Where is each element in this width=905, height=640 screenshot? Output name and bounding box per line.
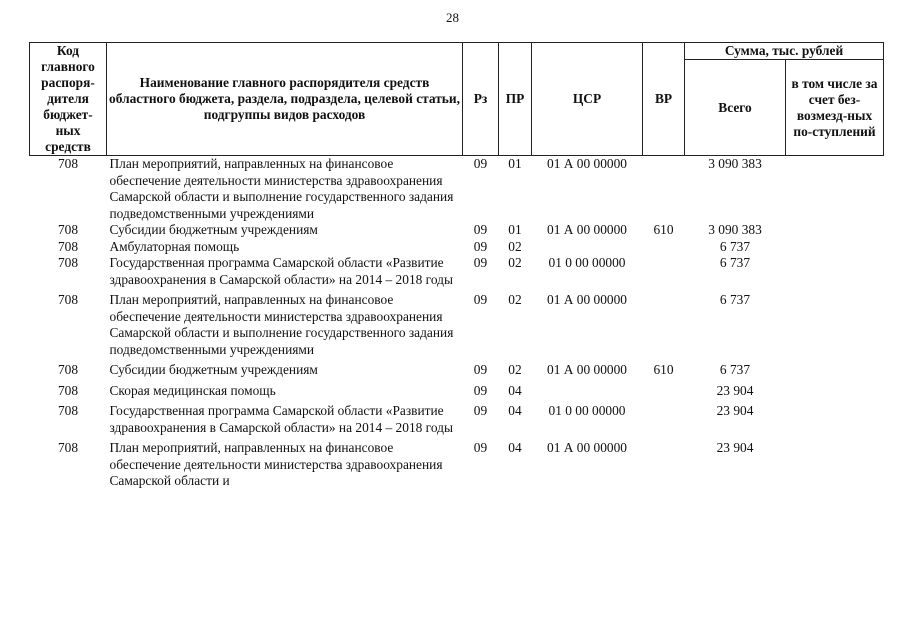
cell-total: 3 090 383 [708,222,762,237]
cell-code: 708 [57,292,79,307]
cell-name: Субсидии бюджетным учреждениям [109,222,318,237]
header-vr: ВР [643,43,685,156]
cell-vr [643,288,685,358]
cell-csr: 01 А 00 00000 [547,222,627,237]
cell-total: 6 737 [719,292,751,307]
cell-csr: 01 А 00 00000 [547,362,627,377]
cell-csr: 01 А 00 00000 [547,156,627,171]
cell-name: Субсидии бюджетным учреждениям [109,362,318,377]
cell-vr [643,255,685,288]
cell-code: 708 [57,255,79,270]
cell-total: 3 090 383 [708,156,762,171]
cell-free [786,255,884,288]
cell-vr [643,156,685,223]
cell-total: 23 904 [716,440,754,455]
cell-name: Скорая медицинская помощь [109,382,276,398]
cell-rz: 09 [473,440,488,455]
cell-total: 23 904 [716,382,754,398]
cell-pr: 04 [508,440,522,455]
cell-pr: 02 [508,362,522,377]
budget-table [29,42,884,490]
table-row [30,399,884,436]
cell-code: 708 [57,222,79,237]
cell-code: 708 [57,156,79,171]
cell-name: План мероприятий, направленных на финансовое обеспечение деятельности министерства здравоохранения Самарской области и выполнение государственного задания подведомственными учреждениями [109,156,454,221]
cell-free [786,379,884,400]
cell-name: План мероприятий, направленных на финансовое обеспечение деятельности министерства здравоохранения Самарской области и выполнение государственного задания подведомственными учреждениями [109,292,454,357]
page-number: 28 [446,10,459,25]
cell-pr: 02 [508,255,522,270]
cell-csr: 01 0 00 00000 [548,403,626,418]
cell-pr: 04 [508,382,522,398]
cell-total: 6 737 [719,255,751,270]
table-row [30,239,884,256]
cell-rz: 09 [473,238,488,254]
header-rz: Рз [463,43,499,156]
cell-rz: 09 [473,382,488,398]
header-name: Наименование главного распорядителя средств областного бюджета, раздела, подраздела, целевой статьи, подгруппы видов расходов [107,43,463,156]
header-pr: ПР [499,43,532,156]
cell-code: 708 [57,403,79,418]
cell-free [786,288,884,358]
header-total: Всего [685,60,786,156]
header-free: в том числе за счет без-возмезд-ных по-ступлений [786,60,884,156]
cell-code: 708 [57,362,79,377]
cell-vr [643,239,685,256]
cell-name: Государственная программа Самарской области «Развитие здравоохранения в Самарской области» на 2014 – 2018 годы [109,403,453,435]
cell-vr [643,399,685,436]
cell-pr: 02 [508,238,522,254]
cell-rz: 09 [473,156,488,171]
cell-rz: 09 [473,403,488,418]
header-code: Код главного распоря-дителя бюджет-ных средств [30,43,107,156]
cell-csr [532,239,643,256]
table-row [30,255,884,288]
cell-pr: 01 [508,222,522,237]
cell-pr: 04 [508,403,522,418]
cell-vr [643,436,685,490]
cell-rz: 09 [473,292,488,307]
table-row [30,379,884,400]
cell-code: 708 [57,238,79,254]
cell-name: Амбулаторная помощь [109,238,240,254]
cell-free [786,399,884,436]
cell-csr: 01 А 00 00000 [547,292,627,307]
cell-total: 6 737 [719,362,751,377]
cell-total: 23 904 [716,403,754,418]
cell-vr: 610 [653,222,674,237]
cell-pr: 01 [508,156,522,171]
table-row [30,288,884,358]
table-header [30,43,884,156]
cell-code: 708 [57,382,79,398]
cell-free [786,358,884,379]
cell-rz: 09 [473,362,488,377]
header-sum-group: Сумма, тыс. рублей [685,43,884,60]
table-row [30,222,884,239]
cell-pr: 02 [508,292,522,307]
cell-name: План мероприятий, направленных на финансовое обеспечение деятельности министерства здравоохранения Самарской области и [109,440,443,488]
cell-free [786,239,884,256]
cell-free [786,222,884,239]
cell-rz: 09 [473,255,488,270]
table-row [30,358,884,379]
cell-csr [532,379,643,400]
cell-name: Государственная программа Самарской области «Развитие здравоохранения в Самарской области» на 2014 – 2018 годы [109,255,453,287]
cell-total: 6 737 [719,238,751,254]
cell-free [786,156,884,223]
cell-vr: 610 [653,362,674,377]
cell-rz: 09 [473,222,488,237]
cell-vr [643,379,685,400]
cell-csr: 01 0 00 00000 [548,255,626,270]
cell-code: 708 [57,440,79,455]
table-row [30,436,884,490]
cell-csr: 01 А 00 00000 [547,440,627,455]
cell-free [786,436,884,490]
header-csr: ЦСР [532,43,643,156]
table-body [30,156,884,490]
table-row [30,156,884,223]
